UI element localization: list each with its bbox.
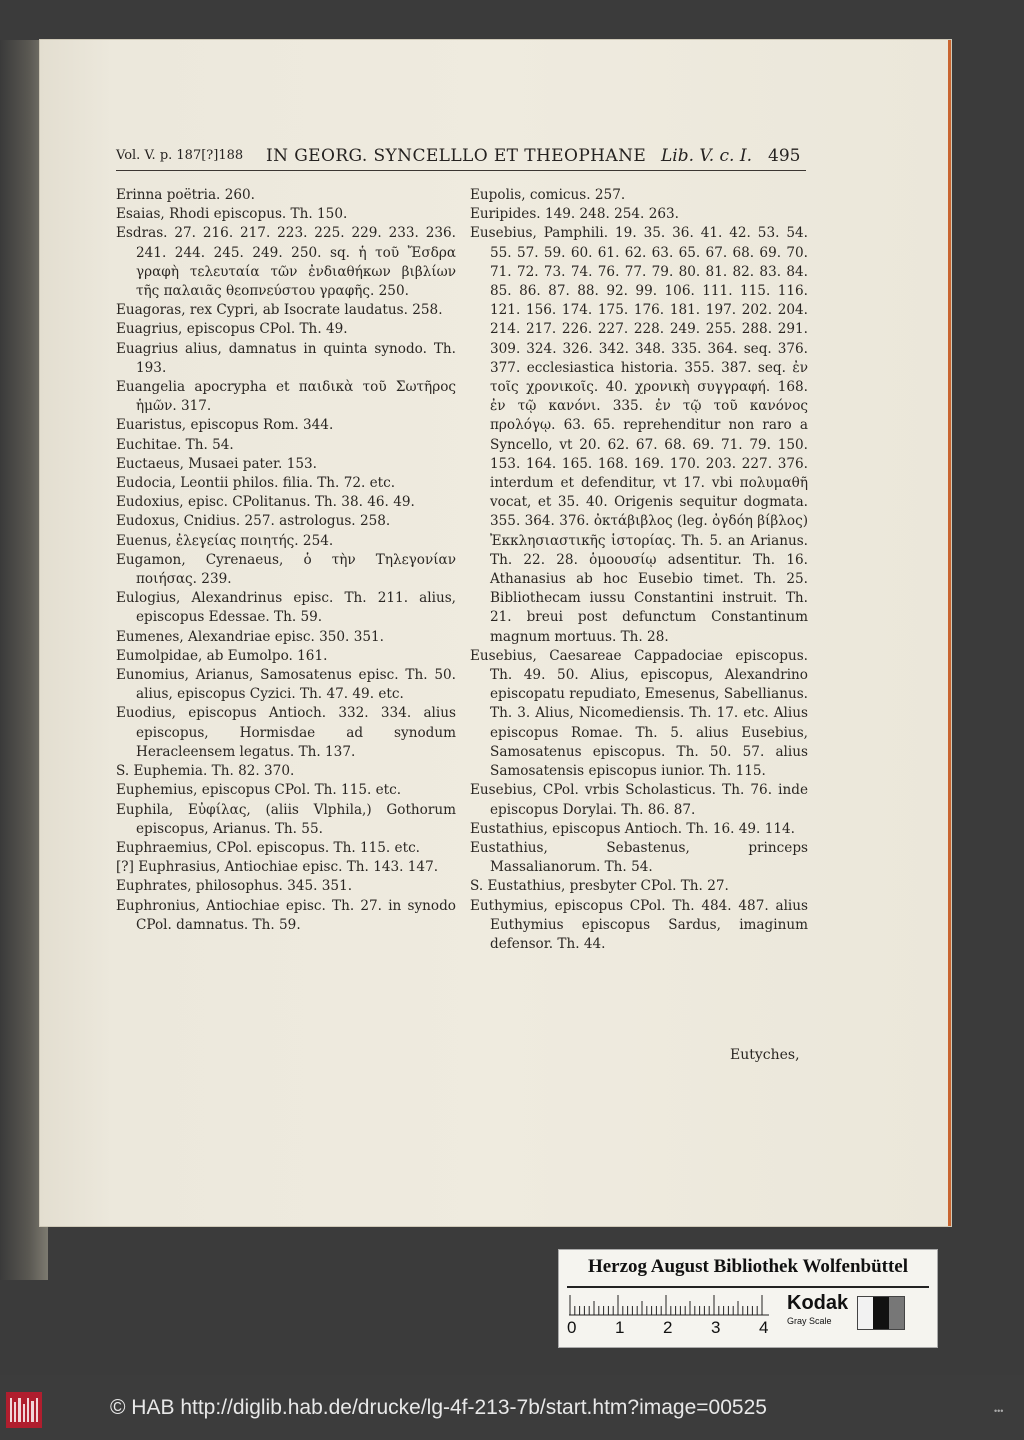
index-entry: Euenus, ἐλεγείας ποιητής. 254. xyxy=(116,532,334,549)
index-entry: Esdras. 27. 216. 217. 223. 225. 229. 233. 236. 241. 244. 245. 249. 250. sq. ἡ τοῦ Ἔσδρα γραφὴ τελευταία τῶν ἐνδιαθήκων βιβλίων τῆς παλαιᾶς θεοπνεύστου γραφῆς. 250. xyxy=(116,225,456,300)
index-entry: Euagrius alius, damnatus in quinta synodo. Th. 193. xyxy=(116,340,456,376)
index-entry: Euchitae. Th. 54. xyxy=(116,436,234,453)
index-entry: Euangelia apocrypha et παιδικὰ τοῦ Σωτῆρος ἡμῶν. 317. xyxy=(116,379,456,415)
ruler-number: 2 xyxy=(663,1318,673,1337)
index-entry: Eumolpidae, ab Eumolpo. 161. xyxy=(116,647,328,664)
index-entry: Eustathius, episcopus Antioch. Th. 16. 49. 114. xyxy=(470,820,795,837)
index-entry: [?] Euphrasius, Antiochiae episc. Th. 143. 147. xyxy=(116,859,439,876)
index-entry: Eusebius, Pamphili. 19. 35. 36. 41. 42. 53. 54. 55. 57. 59. 60. 61. 62. 63. 65. 67. 68. 69. 70. 71. 72. 73. 74. 76. 77. 79. 80. 81. 82. 83. 84. 85. 86. 87. 88. 92. 99. 106. 111. 115. 116. 121. 156. 174. 175. 176. 181. 197. 202. 204. 214. 217. 226. 227. 228. 249. 255. 288. 291. 309. 324. 326. 342. 348. 335. 364. seq. 376. 377. ecclesiastica historia. 355. 387. seq. ἐν τοῖς χρονικοῖς. 40. χρονικὴ συγγραφή. 168. ἐν τῷ κανόνι. 335. ἐν τῷ τοῦ κανόνος προλόγῳ. 63. 65. reprehenditur non raro a Syncello, vt 20. 62. 67. 68. 69. 71. 79. 150. 153. 164. 165. 168. 169. 170. 203. 227. 376. interdum et defenditur, vt 17. vbi πολυμαθῆ vocat, et 35. 40. Origenis sequitur dogmata. 355. 364. 376. ὀκτάβιβλος (leg. ὀγδόη βίβλος) Ἐκκλησιαστικῆς ἱστορίας. Th. 5. an Arianus. Th. 22. 28. ὁμοουσίῳ adsentitur. Th. 16. Athanasius ab hoc Eusebio timet. Th. 25. Bibliothecam iussu Constantini instruit. Th. 21. breui post defunctum Constantinum magnum mortuus. Th. 28. xyxy=(470,225,808,645)
index-entry: S. Euphemia. Th. 82. 370. xyxy=(116,763,295,780)
library-name: Herzog August Bibliothek Wolfenbüttel xyxy=(587,1256,909,1277)
index-entry: Euphronius, Antiochiae episc. Th. 27. in synodo CPol. damnatus. Th. 59. xyxy=(116,897,456,933)
index-entry: Eunomius, Arianus, Samosatenus episc. Th. 50. alius, episcopus Cyzici. Th. 47. 49. etc. xyxy=(116,667,456,703)
index-entry: Euripides. 149. 248. 254. 263. xyxy=(470,206,679,223)
index-entry: Eusebius, Caesareae Cappadociae episcopus. Th. 49. 50. Alius, episcopus, Alexandrino episcopatu repudiato, Emesenus, Sabellianus. Th. 3. Alius, Nicomediensis. Th. 17. etc. Alius episcopus Romae. Th. 5. alius Eusebius, Samosatenus episcopus. Th. 50. 57. alius Samosatensis episcopus iunior. Th. 115. xyxy=(470,647,808,780)
index-entry: Eudoxius, episc. CPolitanus. Th. 38. 46. 49. xyxy=(116,494,415,511)
index-entry: Eugamon, Cyrenaeus, ὁ τὴν Τηλεγονίαν ποιήσας. 239. xyxy=(116,551,456,588)
gray-swatches xyxy=(857,1296,905,1330)
index-entry: Euodius, episcopus Antioch. 332. 334. alius episcopus, Hormisdae ad synodum Heracleensem legatus. Th. 137. xyxy=(116,705,456,760)
header-rule xyxy=(116,170,806,171)
index-entry: Euphila, Εὐφίλας, (aliis Vlphila,) Gothorum episcopus, Arianus. Th. 55. xyxy=(116,801,456,837)
catchword: Eutyches, xyxy=(730,1047,800,1063)
index-entry: Euphraemius, CPol. episcopus. Th. 115. etc. xyxy=(116,839,421,856)
page-number: 495 xyxy=(768,146,801,166)
ruler-number: 0 xyxy=(567,1318,577,1337)
swatch-gray xyxy=(889,1297,904,1329)
index-entry: Euagoras, rex Cypri, ab Isocrate laudatus. 258. xyxy=(116,302,443,319)
gray-scale-label: Gray Scale xyxy=(787,1316,832,1326)
index-entry: Eustathius, Sebastenus, princeps Massalianorum. Th. 54. xyxy=(470,839,808,876)
index-entry: Euphemius, episcopus CPol. Th. 115. etc. xyxy=(116,782,402,799)
index-entry: Euagrius, episcopus CPol. Th. 49. xyxy=(116,321,348,338)
color-calibration-card xyxy=(558,1249,938,1348)
running-title: IN GEORG. SYNCELLLO ET THEOPHANE xyxy=(266,146,647,166)
ruler-number: 3 xyxy=(711,1318,721,1337)
index-entry: Erinna poëtria. 260. xyxy=(116,187,255,203)
index-entry: Euaristus, episcopus Rom. 344. xyxy=(116,417,334,434)
corner-mark: ••• xyxy=(994,1406,1004,1416)
swatch-black xyxy=(873,1297,888,1329)
index-entry: Eupolis, comicus. 257. xyxy=(470,187,626,203)
index-entry: Eudoxus, Cnidius. 257. astrologus. 258. xyxy=(116,513,391,530)
index-entry: Euthymius, episcopus CPol. Th. 484. 487. alius Euthymius episcopus Sardus, imaginum defensor. Th. 44. xyxy=(470,897,808,952)
ruler-ticks xyxy=(569,1294,769,1316)
copyright-url: © HAB http://diglib.hab.de/drucke/lg-4f-213-7b/start.htm?image=00525 xyxy=(110,1396,767,1419)
running-header xyxy=(116,146,806,170)
ruler-number: 4 xyxy=(759,1318,769,1337)
swatch-white xyxy=(858,1297,873,1329)
card-divider xyxy=(567,1286,929,1288)
footer-bar xyxy=(0,1392,1024,1440)
index-column-right xyxy=(470,186,808,954)
ruler-number: 1 xyxy=(615,1318,625,1337)
index-entry: Euctaeus, Musaei pater. 153. xyxy=(116,455,317,472)
index-entry: Eusebius, CPol. vrbis Scholasticus. Th. 76. inde episcopus Dorylai. Th. 86. 87. xyxy=(470,782,808,818)
index-column-left xyxy=(116,186,456,935)
book-reference: Lib. V. c. I. xyxy=(661,146,752,166)
ruler-scale xyxy=(569,1294,769,1342)
index-entry: Eudocia, Leontii philos. filia. Th. 72. etc. xyxy=(116,475,396,492)
index-entry: Eulogius, Alexandrinus episc. Th. 211. alius, episcopus Edessae. Th. 59. xyxy=(116,590,456,626)
index-entry: S. Eustathius, presbyter CPol. Th. 27. xyxy=(470,878,729,895)
hab-logo-icon xyxy=(6,1392,42,1428)
index-entry: Eumenes, Alexandriae episc. 350. 351. xyxy=(116,628,384,645)
index-entry: Esaias, Rhodi episcopus. Th. 150. xyxy=(116,206,348,223)
index-entry: Euphrates, philosophus. 345. 351. xyxy=(116,878,353,895)
kodak-logo: Kodak xyxy=(787,1292,849,1314)
volume-reference: Vol. V. p. 187[?]188 xyxy=(116,148,244,163)
